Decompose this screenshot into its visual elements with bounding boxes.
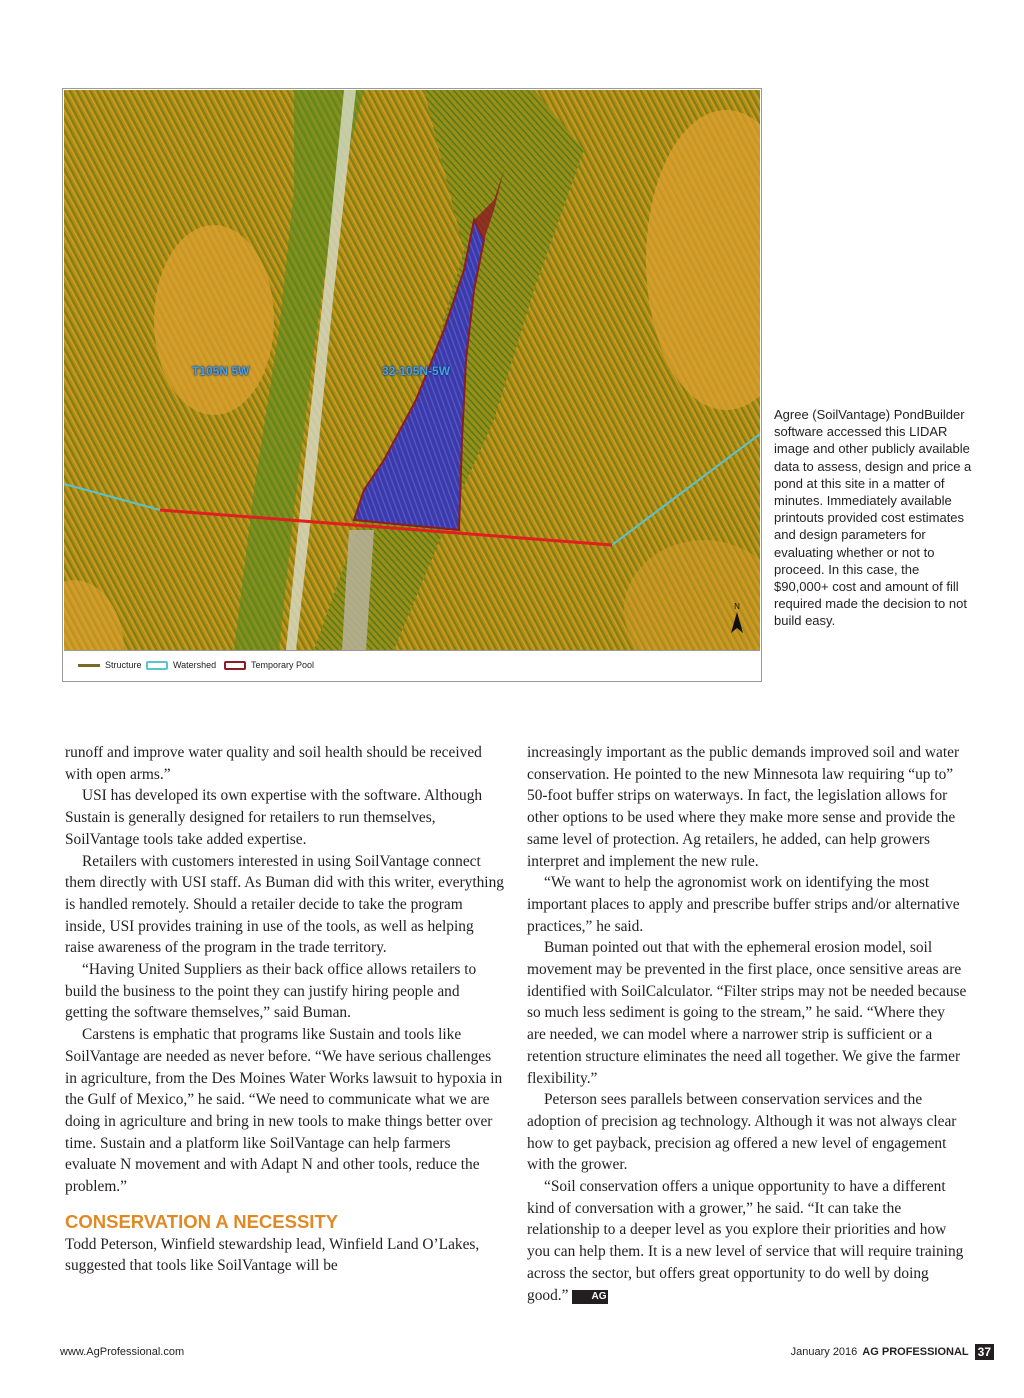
north-arrow-icon (730, 600, 744, 634)
legend-label: Temporary Pool (251, 660, 315, 670)
legend-swatch-pool (224, 661, 246, 670)
page-footer (0, 1344, 1024, 1362)
paragraph-final (527, 1176, 967, 1306)
legend-label: Structure (105, 660, 142, 670)
map-legend (64, 650, 760, 681)
paragraph: Peterson sees parallels between conservation services and the adoption of precision ag technology. Although it was not always clear how to get payback, precision ag offered a new level of engagement with the grower. (527, 1091, 957, 1174)
article-column-left (65, 742, 505, 1277)
legend-item-temporary-pool (224, 660, 314, 670)
page-number: 37 (975, 1344, 994, 1360)
township-label-right: 32-105N-5W (382, 364, 451, 378)
lidar-map-image (64, 90, 760, 650)
svg-text:N: N (734, 602, 740, 611)
paragraph: Buman pointed out that with the ephemeral erosion model, soil movement may be prevented in the first place, once sensitive areas are identified with SoilCalculator. “Filter strips may not be needed because so much less sediment is going to the stream,” he said. “Where they are needed, we can model where a narrower strip is sufficient or a retention structure eliminates the need all together. We give the farmer flexibility.” (527, 939, 967, 1087)
paragraph: “We want to help the agronomist work on identifying the most important places to apply and prescribe buffer strips and/or alternative practices,” he said. (527, 874, 960, 935)
footer-url[interactable]: www.AgProfessional.com (60, 1346, 185, 1358)
paragraph: Todd Peterson, Winfield stewardship lead, Winfield Land O’Lakes, suggested that tools like SoilVantage will be (65, 1235, 480, 1275)
legend-swatch-watershed (146, 661, 168, 670)
end-mark-icon: AG (572, 1290, 608, 1304)
legend-item-structure (78, 660, 142, 670)
legend-swatch-structure (78, 664, 100, 667)
footer-folio (791, 1344, 994, 1360)
section-heading: CONSERVATION A NECESSITY (65, 1210, 339, 1232)
legend-label: Watershed (173, 660, 217, 670)
township-label-left: T105N 5W (192, 364, 250, 378)
paragraph: “Having United Suppliers as their back office allows retailers to build the business to the point they can justify hiring people and getting the software themselves,” said Buman. (65, 961, 477, 1022)
footer-date: January 2016 (790, 1346, 858, 1358)
paragraph: Retailers with customers interested in using SoilVantage connect them directly with USI staff. As Buman did with this writer, everything is handled remotely. Should a retailer decide to take the program inside, USI provides training in use of the tools, as well as helping raise awareness of the program in the trade territory. (65, 852, 504, 957)
article-column-right (527, 742, 967, 1306)
paragraph-text: “Soil conservation offers a unique opportunity to have a different kind of conversation with a grower,” he said. “It can take the relationship to a deeper level as you explore their priorities and how you can help them. It is a new level of service that will require training across the sector, but offers great opportunity to do well by doing good.” (527, 1178, 964, 1304)
footer-publication: AG PROFESSIONAL (862, 1346, 969, 1358)
paragraph: Carstens is emphatic that programs like Sustain and tools like SoilVantage are needed as never before. “We have serious challenges in agriculture, from the Des Moines Water Works lawsuit to hypoxia in the Gulf of Mexico,” he said. “We need to communicate what we are doing in agriculture and bring in new tools to make things better over time. Sustain and a platform like SoilVantage can help farmers evaluate N movement and with Adapt N and other tools, reduce the problem.” (65, 1026, 503, 1196)
legend-item-watershed (146, 660, 216, 670)
paragraph: increasingly important as the public demands improved soil and water conservation. He pointed to the new Minnesota law requiring “up to” 50-foot buffer strips on waterways. In fact, the legislation allows for other options to be used where they make more sense and provide the same level of protection. Ag retailers, he added, can help growers interpret and implement the new rule. (527, 744, 960, 870)
figure-caption: Agree (SoilVantage) PondBuilder software accessed this LIDAR image and other publicly available data to assess, design and price a pond at this site in a matter of minutes. Immediately available printouts provided cost estimates and design parameters for evaluating whether or not to proceed. In this case, the $90,000+ cost and amount of fill required made the decision to not build easy. (774, 407, 972, 629)
lidar-figure (62, 88, 762, 682)
paragraph: runoff and improve water quality and soil health should be received with open arms.” (65, 744, 482, 783)
paragraph: USI has developed its own expertise with the software. Although Sustain is generally designed for retailers to run themselves, SoilVantage tools take added expertise. (65, 787, 483, 848)
